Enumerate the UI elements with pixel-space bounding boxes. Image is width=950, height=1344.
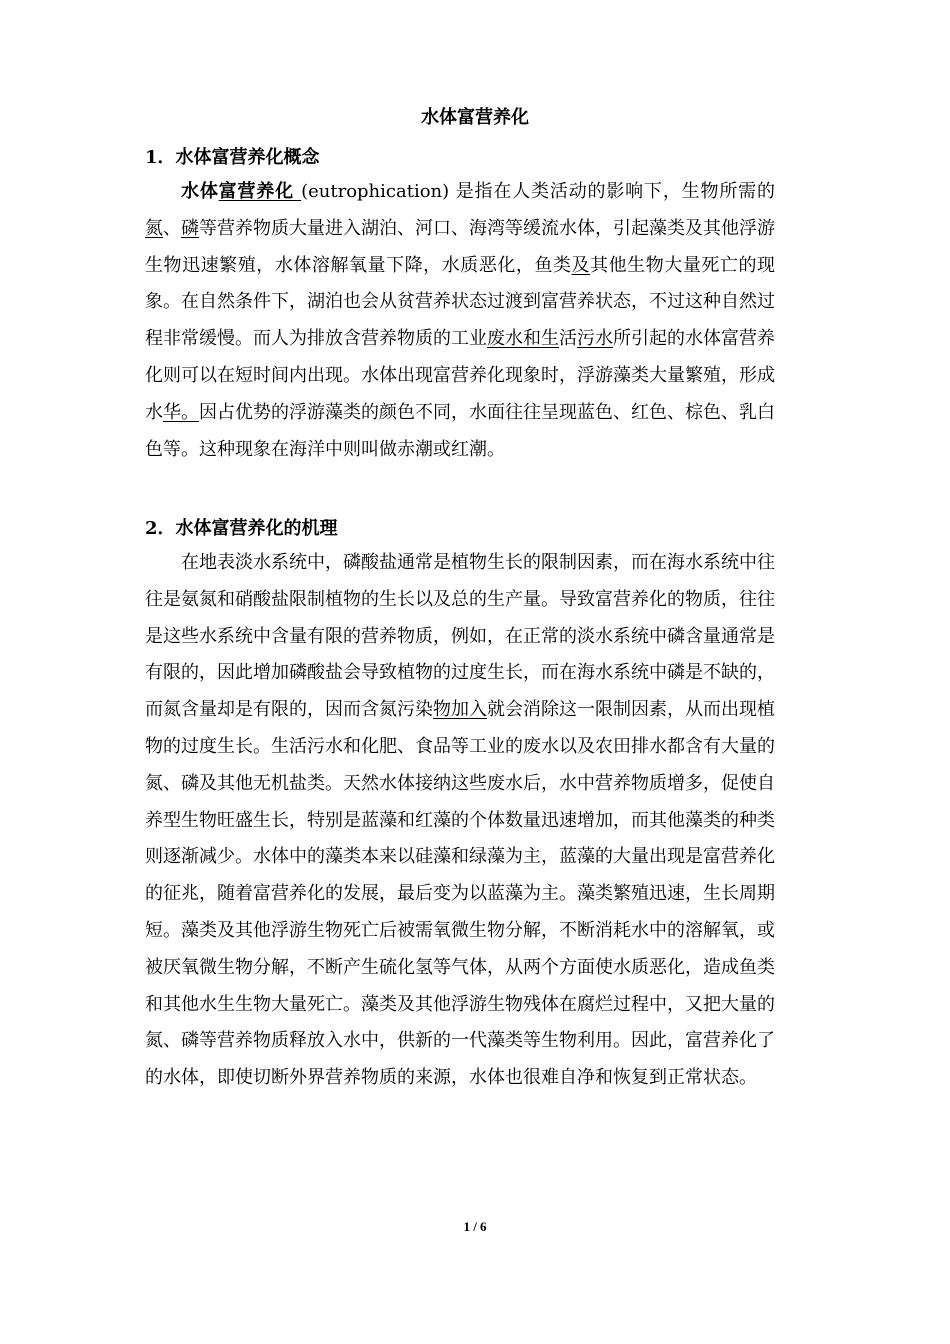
section-paragraph-2: [145, 545, 775, 1097]
text-run: 因占优势的浮游藻类的颜色不同，水面往往呈现蓝色、红色、棕色、乳白色等。这种现象在海洋中则叫做赤潮或红潮。: [145, 401, 775, 460]
text-run: 在地表淡水系统中，磷酸盐通常是植物生长的限制因素，而在海水系统中往往是氨氮和硝酸盐限制植物的生长以及总的生产量。导致富营养化的物质，往往是这些水系统中含量有限的营养物质，例如，在正常的淡水系统中磷含量通常是有限的，因此增加磷酸盐会导致植物的过度生长，而在海水系统中磷是不缺的，而氮含量却是有限的，因而含氮污染: [145, 552, 775, 721]
text-run: 氮: [145, 217, 163, 239]
text-run: 磷: [181, 217, 199, 239]
text-run: 所引起的水体富营养化则可以在短时间内出现。水体出现富营养化现象时，浮游藻类大量繁殖，形成水: [145, 328, 775, 423]
text-run: 水体: [181, 181, 219, 202]
section-heading-2: 2．水体富营养化的机理: [145, 518, 338, 539]
text-run: 及: [571, 254, 591, 276]
text-run: 华。: [163, 401, 199, 423]
text-run: 、: [163, 217, 181, 239]
text-run: 等营养物质大量进入湖泊、河口、海湾等缓流水体，引起藻类及其他浮游生物迅速繁殖，水体溶解氧量下降，水质恶化，鱼类: [145, 217, 775, 276]
text-run: 就会消除这一限制因素，从而出现植物的过度生长。生活污水和化肥、食品等工业的废水以及农田排水都含有大量的氮、磷及其他无机盐类。天然水体接纳这些废水后，水中营养物质增多，促使自养型生物旺盛生长，特别是蓝藻和红藻的个体数量迅速增加，而其他藻类的种类则逐渐减少。水体中的藻类本来以硅藻和绿藻为主，蓝藻的大量出现是富营养化的征兆，随着富营养化的发展，最后变为以蓝藻为主。藻类繁殖迅速，生长周期短。藻类及其他浮游生物死亡后被需氧微生物分解，不断消耗水中的溶解氧，或被厌氧微生物分解，不断产生硫化氢等气体，从两个方面使水质恶化，造成鱼类和其他水生生物大量死亡。藻类及其他浮游生物残体在腐烂过程中，又把大量的氮、磷等营养物质释放入水中，供新的一代藻类等生物利用。因此，富营养化了的水体，即使切断外界营养物质的来源，水体也很难自净和恢复到正常状态。: [145, 699, 775, 1089]
text-run: 活: [559, 328, 577, 350]
section-paragraph-1: [145, 174, 775, 468]
text-run: 污水: [577, 328, 613, 350]
text-run: 富营养化: [218, 181, 302, 202]
document-title: 水体富营养化: [421, 107, 529, 128]
text-run: 废水和生: [487, 328, 559, 350]
text-run: 物加入: [433, 699, 487, 721]
page-number: 1 / 6: [463, 1219, 487, 1234]
section-heading-1: 1．水体富营养化概念: [145, 147, 320, 168]
text-run: (eutrophication) 是指在人类活动的影响下，生物所需的: [301, 181, 775, 202]
text-run: 其他生物大量死亡的现象。在自然条件下，湖泊也会从贫营养状态过渡到富营养状态，不过这种自然过程非常缓慢。而人为排放含营养物质的工业: [145, 254, 776, 350]
